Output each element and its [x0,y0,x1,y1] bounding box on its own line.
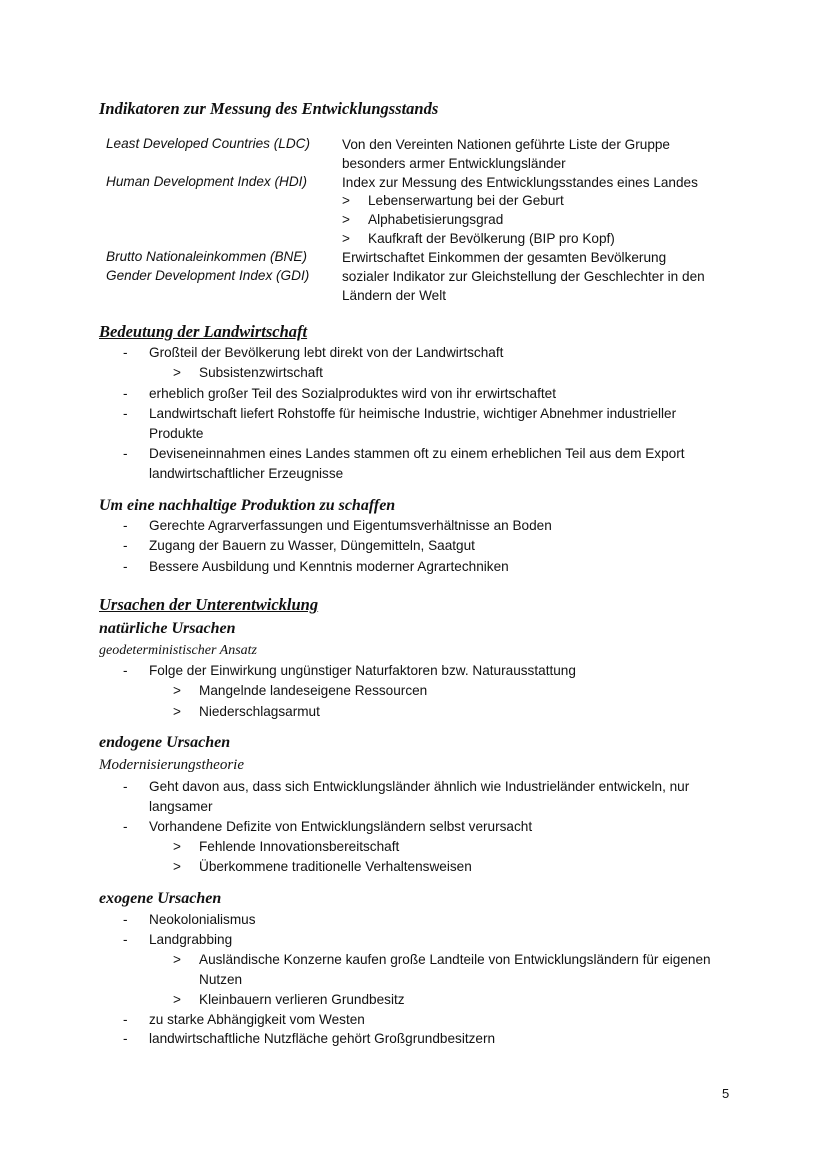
dash-bullet: - [123,912,128,927]
definition-line: Ländern der Welt [342,288,447,303]
list-item: Vorhandene Defizite von Entwicklungsländern selbst verursacht [149,819,533,834]
list-item: Gerechte Agrarverfassungen und Eigentumsverhältnisse an Boden [149,518,552,533]
dash-bullet: - [123,538,128,553]
arrow-bullet: > [173,992,181,1007]
sub-item-continuation: Nutzen [199,972,243,987]
arrow-bullet: > [173,683,181,698]
sub-item: Überkommene traditionelle Verhaltensweisen [199,859,472,874]
list-item: erheblich großer Teil des Sozialproduktes wird von ihr erwirtschaftet [149,386,556,401]
endogen-heading: endogene Ursachen [99,734,231,751]
dash-bullet: - [123,386,128,401]
dash-bullet: - [123,518,128,533]
endogen-subheading: Modernisierungstheorie [99,757,244,773]
sub-item: Subsistenzwirtschaft [199,365,323,380]
page-number: 5 [722,1086,730,1101]
list-item: Folge der Einwirkung ungünstiger Naturfaktoren bzw. Naturausstattung [149,663,576,678]
indicators-heading: Indikatoren zur Messung des Entwicklungsstands [99,99,439,118]
sub-item: Niederschlagsarmut [199,704,320,719]
list-item: Landgrabbing [149,932,233,947]
dash-bullet: - [123,1012,128,1027]
term-hdi: Human Development Index (HDI) [106,174,307,189]
sub-item: Mangelnde landeseigene Ressourcen [199,683,428,698]
natuerlich-subheading: geodeterministischer Ansatz [99,643,258,658]
dash-bullet: - [123,345,128,360]
landwirtschaft-heading: Bedeutung der Landwirtschaft [99,322,308,341]
sub-item: Ausländische Konzerne kaufen große Landteile von Entwicklungsländern für eigenen [199,952,711,967]
term-gdi: Gender Development Index (GDI) [106,268,310,283]
list-item: zu starke Abhängigkeit vom Westen [149,1012,365,1027]
definition-line: Von den Vereinten Nationen geführte Liste der Gruppe [342,137,670,152]
definition-line: Index zur Messung des Entwicklungsstandes eines Landes [342,175,698,190]
sub-item: Lebenserwartung bei der Geburt [368,193,564,208]
ursachen-heading: Ursachen der Unterentwicklung [99,595,319,614]
list-item: Deviseneinnahmen eines Landes stammen oft zu einem erheblichen Teil aus dem Export [149,446,685,461]
definition-line: Erwirtschaftet Einkommen der gesamten Bevölkerung [342,250,667,265]
list-item-continuation: Produkte [149,426,204,441]
term-bne: Brutto Nationaleinkommen (BNE) [106,249,307,264]
arrow-bullet: > [173,704,181,719]
dash-bullet: - [123,779,128,794]
dash-bullet: - [123,932,128,947]
list-item: Landwirtschaft liefert Rohstoffe für heimische Industrie, wichtiger Abnehmer industrieller [149,406,677,421]
arrow-bullet: > [173,859,181,874]
arrow-bullet: > [342,231,350,246]
list-item-continuation: landwirtschaftlicher Erzeugnisse [149,466,344,481]
list-item: Großteil der Bevölkerung lebt direkt von der Landwirtschaft [149,345,504,360]
arrow-bullet: > [173,365,181,380]
sub-item: Kleinbauern verlieren Grundbesitz [199,992,405,1007]
list-item-continuation: langsamer [149,799,213,814]
sub-item: Kaufkraft der Bevölkerung (BIP pro Kopf) [368,231,615,246]
term-ldc: Least Developed Countries (LDC) [106,136,311,151]
dash-bullet: - [123,446,128,461]
list-item: Bessere Ausbildung und Kenntnis moderner Agrartechniken [149,559,509,574]
list-item: landwirtschaftliche Nutzfläche gehört Großgrundbesitzern [149,1031,496,1046]
sub-item: Alphabetisierungsgrad [368,212,504,227]
definition-line: sozialer Indikator zur Gleichstellung der Geschlechter in den [342,269,705,284]
dash-bullet: - [123,663,128,678]
arrow-bullet: > [342,212,350,227]
natuerlich-heading: natürliche Ursachen [99,620,236,637]
dash-bullet: - [123,559,128,574]
exogen-heading: exogene Ursachen [99,890,222,907]
dash-bullet: - [123,406,128,421]
arrow-bullet: > [173,839,181,854]
dash-bullet: - [123,1031,128,1046]
definition-line: besonders armer Entwicklungsländer [342,156,566,171]
arrow-bullet: > [342,193,350,208]
arrow-bullet: > [173,952,181,967]
list-item: Zugang der Bauern zu Wasser, Düngemitteln, Saatgut [149,538,475,553]
list-item: Neokolonialismus [149,912,256,927]
dash-bullet: - [123,819,128,834]
nachhaltig-heading: Um eine nachhaltige Produktion zu schaffen [99,497,396,514]
list-item: Geht davon aus, dass sich Entwicklungsländer ähnlich wie Industrieländer entwickeln, nur [149,779,690,794]
sub-item: Fehlende Innovationsbereitschaft [199,839,400,854]
